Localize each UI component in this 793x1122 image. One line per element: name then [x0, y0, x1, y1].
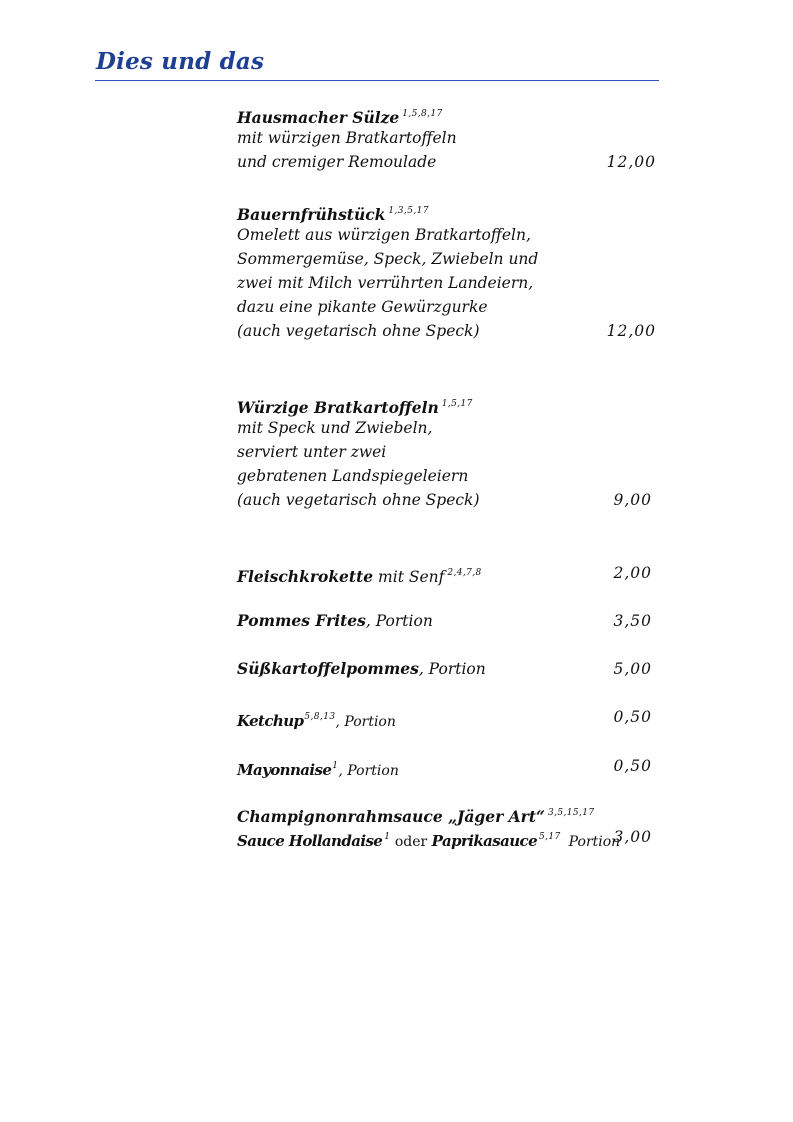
item-description-line — [237, 319, 658, 343]
menu-item-pommes-frites — [237, 609, 658, 633]
allergen-codes: 1,5,17 — [441, 399, 473, 409]
item-description-line — [237, 150, 658, 174]
item-description-line: serviert unter zwei — [237, 443, 387, 461]
item-name: Bauernfrühstück — [237, 205, 386, 224]
item-description-text: und cremiger Remoulade — [237, 153, 437, 171]
item-heading — [237, 102, 658, 126]
item-description-line: Omelett aus würzigen Bratkartoffeln, — [237, 226, 531, 244]
item-price: 0,50 — [613, 708, 652, 726]
page-title: Dies und das — [96, 48, 265, 75]
item-heading — [237, 199, 658, 223]
menu-item-fleischkrokette — [237, 561, 658, 585]
allergen-codes: 1 — [332, 761, 339, 771]
item-price: 9,00 — [613, 491, 652, 509]
menu-item-bauernfruehstueck — [237, 199, 658, 343]
item-description-line: Sommergemüse, Speck, Zwiebeln und — [237, 250, 539, 268]
allergen-codes: 5,8,13 — [304, 712, 336, 722]
item-heading — [237, 657, 658, 681]
item-suffix: , Portion — [338, 763, 399, 779]
item-heading — [237, 754, 658, 778]
item-suffix: , Portion — [365, 612, 433, 630]
item-name: Ketchup — [237, 712, 304, 730]
menu-item-hausmacher-suelze — [237, 102, 658, 174]
item-name: Fleischkrokette — [237, 567, 374, 586]
item-price: 12,00 — [606, 322, 656, 340]
item-suffix: Portion — [568, 834, 621, 850]
allergen-codes: 1,3,5,17 — [388, 206, 429, 216]
allergen-codes: 1,5,8,17 — [402, 109, 443, 119]
item-description-line: mit würzigen Bratkartoffeln — [237, 129, 457, 147]
item-price: 2,00 — [613, 564, 652, 582]
item-suffix: , Portion — [335, 714, 396, 730]
item-price: 12,00 — [606, 153, 656, 171]
item-heading — [237, 561, 658, 585]
item-heading — [237, 801, 658, 825]
allergen-codes: 2,4,7,8 — [447, 568, 482, 578]
item-description-line: dazu eine pikante Gewürzgurke — [237, 298, 488, 316]
item-suffix: , Portion — [418, 660, 486, 678]
item-description-text: (auch vegetarisch ohne Speck) — [237, 322, 480, 340]
item-name-a: Sauce Hollandaise — [237, 832, 383, 850]
menu-item-wuerzige-bratkartoffeln — [237, 392, 658, 512]
title-divider — [95, 80, 659, 81]
item-suffix: mit Senf — [373, 568, 445, 586]
item-name: Süßkartoffelpommes — [237, 659, 419, 678]
item-name: Pommes Frites — [237, 611, 366, 630]
item-heading — [237, 609, 658, 633]
item-description-text: (auch vegetarisch ohne Speck) — [237, 491, 480, 509]
menu-item-mayonnaise — [237, 754, 658, 778]
item-name: Champignonrahmsauce „Jäger Art“ — [237, 807, 545, 826]
item-price: 5,00 — [613, 660, 652, 678]
item-name: Würzige Bratkartoffeln — [237, 398, 439, 417]
item-description-line — [237, 488, 658, 512]
item-name-b: Paprikasauce — [431, 832, 538, 850]
item-connector: oder — [390, 834, 432, 850]
item-heading-secondary — [237, 825, 658, 849]
menu-item-saucen — [237, 801, 658, 849]
menu-item-suesskartoffelpommes — [237, 657, 658, 681]
item-heading — [237, 392, 658, 416]
item-price: 0,50 — [613, 757, 652, 775]
allergen-codes-b: 5,17 — [539, 832, 561, 842]
item-description-line: zwei mit Milch verrührten Landeiern, — [237, 274, 534, 292]
item-description-line: gebratenen Landspiegeleiern — [237, 467, 469, 485]
item-name: Hausmacher Sülze — [237, 108, 400, 127]
allergen-codes-a: 1 — [384, 832, 391, 842]
item-price: 3,50 — [613, 612, 652, 630]
menu-item-ketchup — [237, 705, 658, 729]
item-description-line: mit Speck und Zwiebeln, — [237, 419, 433, 437]
item-name: Mayonnaise — [237, 761, 332, 779]
item-heading — [237, 705, 658, 729]
item-price: 3,00 — [613, 828, 652, 846]
allergen-codes: 3,5,15,17 — [547, 808, 595, 818]
